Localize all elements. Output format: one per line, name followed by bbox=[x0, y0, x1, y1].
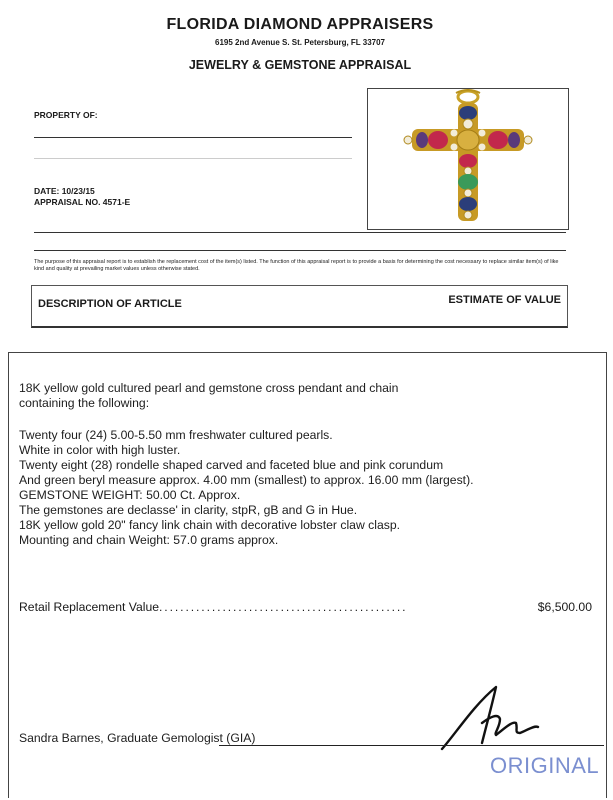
detail-line: The gemstones are declasse' in clarity, stpR, gB and G in Hue. bbox=[19, 503, 358, 517]
description-box bbox=[8, 352, 607, 798]
description-label: DESCRIPTION OF ARTICLE bbox=[38, 298, 182, 310]
detail-line: And green beryl measure approx. 4.00 mm (smallest) to approx. 16.00 mm (largest). bbox=[19, 473, 474, 487]
signature-line bbox=[219, 745, 604, 746]
document-title: JEWELRY & GEMSTONE APPRAISAL bbox=[188, 58, 412, 72]
retail-value-dots: ............................................... bbox=[159, 600, 408, 614]
property-line-2 bbox=[34, 158, 352, 159]
intro-line: containing the following: bbox=[19, 396, 150, 410]
retail-value-label: Retail Replacement Value bbox=[19, 600, 160, 614]
detail-line: Twenty eight (28) rondelle shaped carved and faceted blue and pink corundum bbox=[19, 458, 444, 472]
gemologist-name: Sandra Barnes, Graduate Gemologist (GIA) bbox=[19, 731, 256, 745]
property-line-1 bbox=[34, 137, 352, 138]
appraisal-number: APPRAISAL NO. 4571-E bbox=[34, 197, 131, 207]
item-details bbox=[19, 428, 599, 548]
detail-line: Mounting and chain Weight: 57.0 grams approx. bbox=[19, 533, 279, 547]
intro-line: 18K yellow gold cultured pearl and gemstone cross pendant and chain bbox=[19, 381, 399, 395]
separator-line-1 bbox=[34, 232, 566, 233]
separator-line-2 bbox=[34, 250, 566, 251]
appraisal-purpose-text: The purpose of this appraisal report is to establish the replacement cost of the item(s) listed. The function of this appraisal report is to provide a basis for determining the cost necessary to replace similar item(s) of like kind and quality at prevailing market values unless otherwise stated. bbox=[34, 259, 559, 272]
detail-line: Twenty four (24) 5.00-5.50 mm freshwater cultured pearls. bbox=[19, 428, 333, 442]
detail-line: GEMSTONE WEIGHT: 50.00 Ct. Approx. bbox=[19, 488, 241, 502]
original-stamp: ORIGINAL bbox=[490, 753, 600, 778]
estimate-label: ESTIMATE OF VALUE bbox=[448, 294, 561, 306]
column-header-box bbox=[31, 285, 568, 328]
retail-value-row bbox=[19, 600, 594, 614]
cross-pendant-image bbox=[368, 89, 568, 229]
signature-image bbox=[434, 683, 554, 753]
date-label: DATE: 10/23/15 bbox=[34, 186, 95, 196]
company-address: 6195 2nd Avenue S. St. Petersburg, FL 33707 bbox=[215, 38, 385, 47]
property-label: PROPERTY OF: bbox=[34, 110, 98, 120]
item-intro bbox=[19, 381, 599, 411]
company-name: FLORIDA DIAMOND APPRAISERS bbox=[166, 16, 434, 33]
retail-value-amount: $6,500.00 bbox=[537, 600, 592, 614]
detail-line: White in color with high luster. bbox=[19, 443, 181, 457]
detail-line: 18K yellow gold 20" fancy link chain with decorative lobster claw clasp. bbox=[19, 518, 400, 532]
item-photo bbox=[367, 88, 569, 230]
